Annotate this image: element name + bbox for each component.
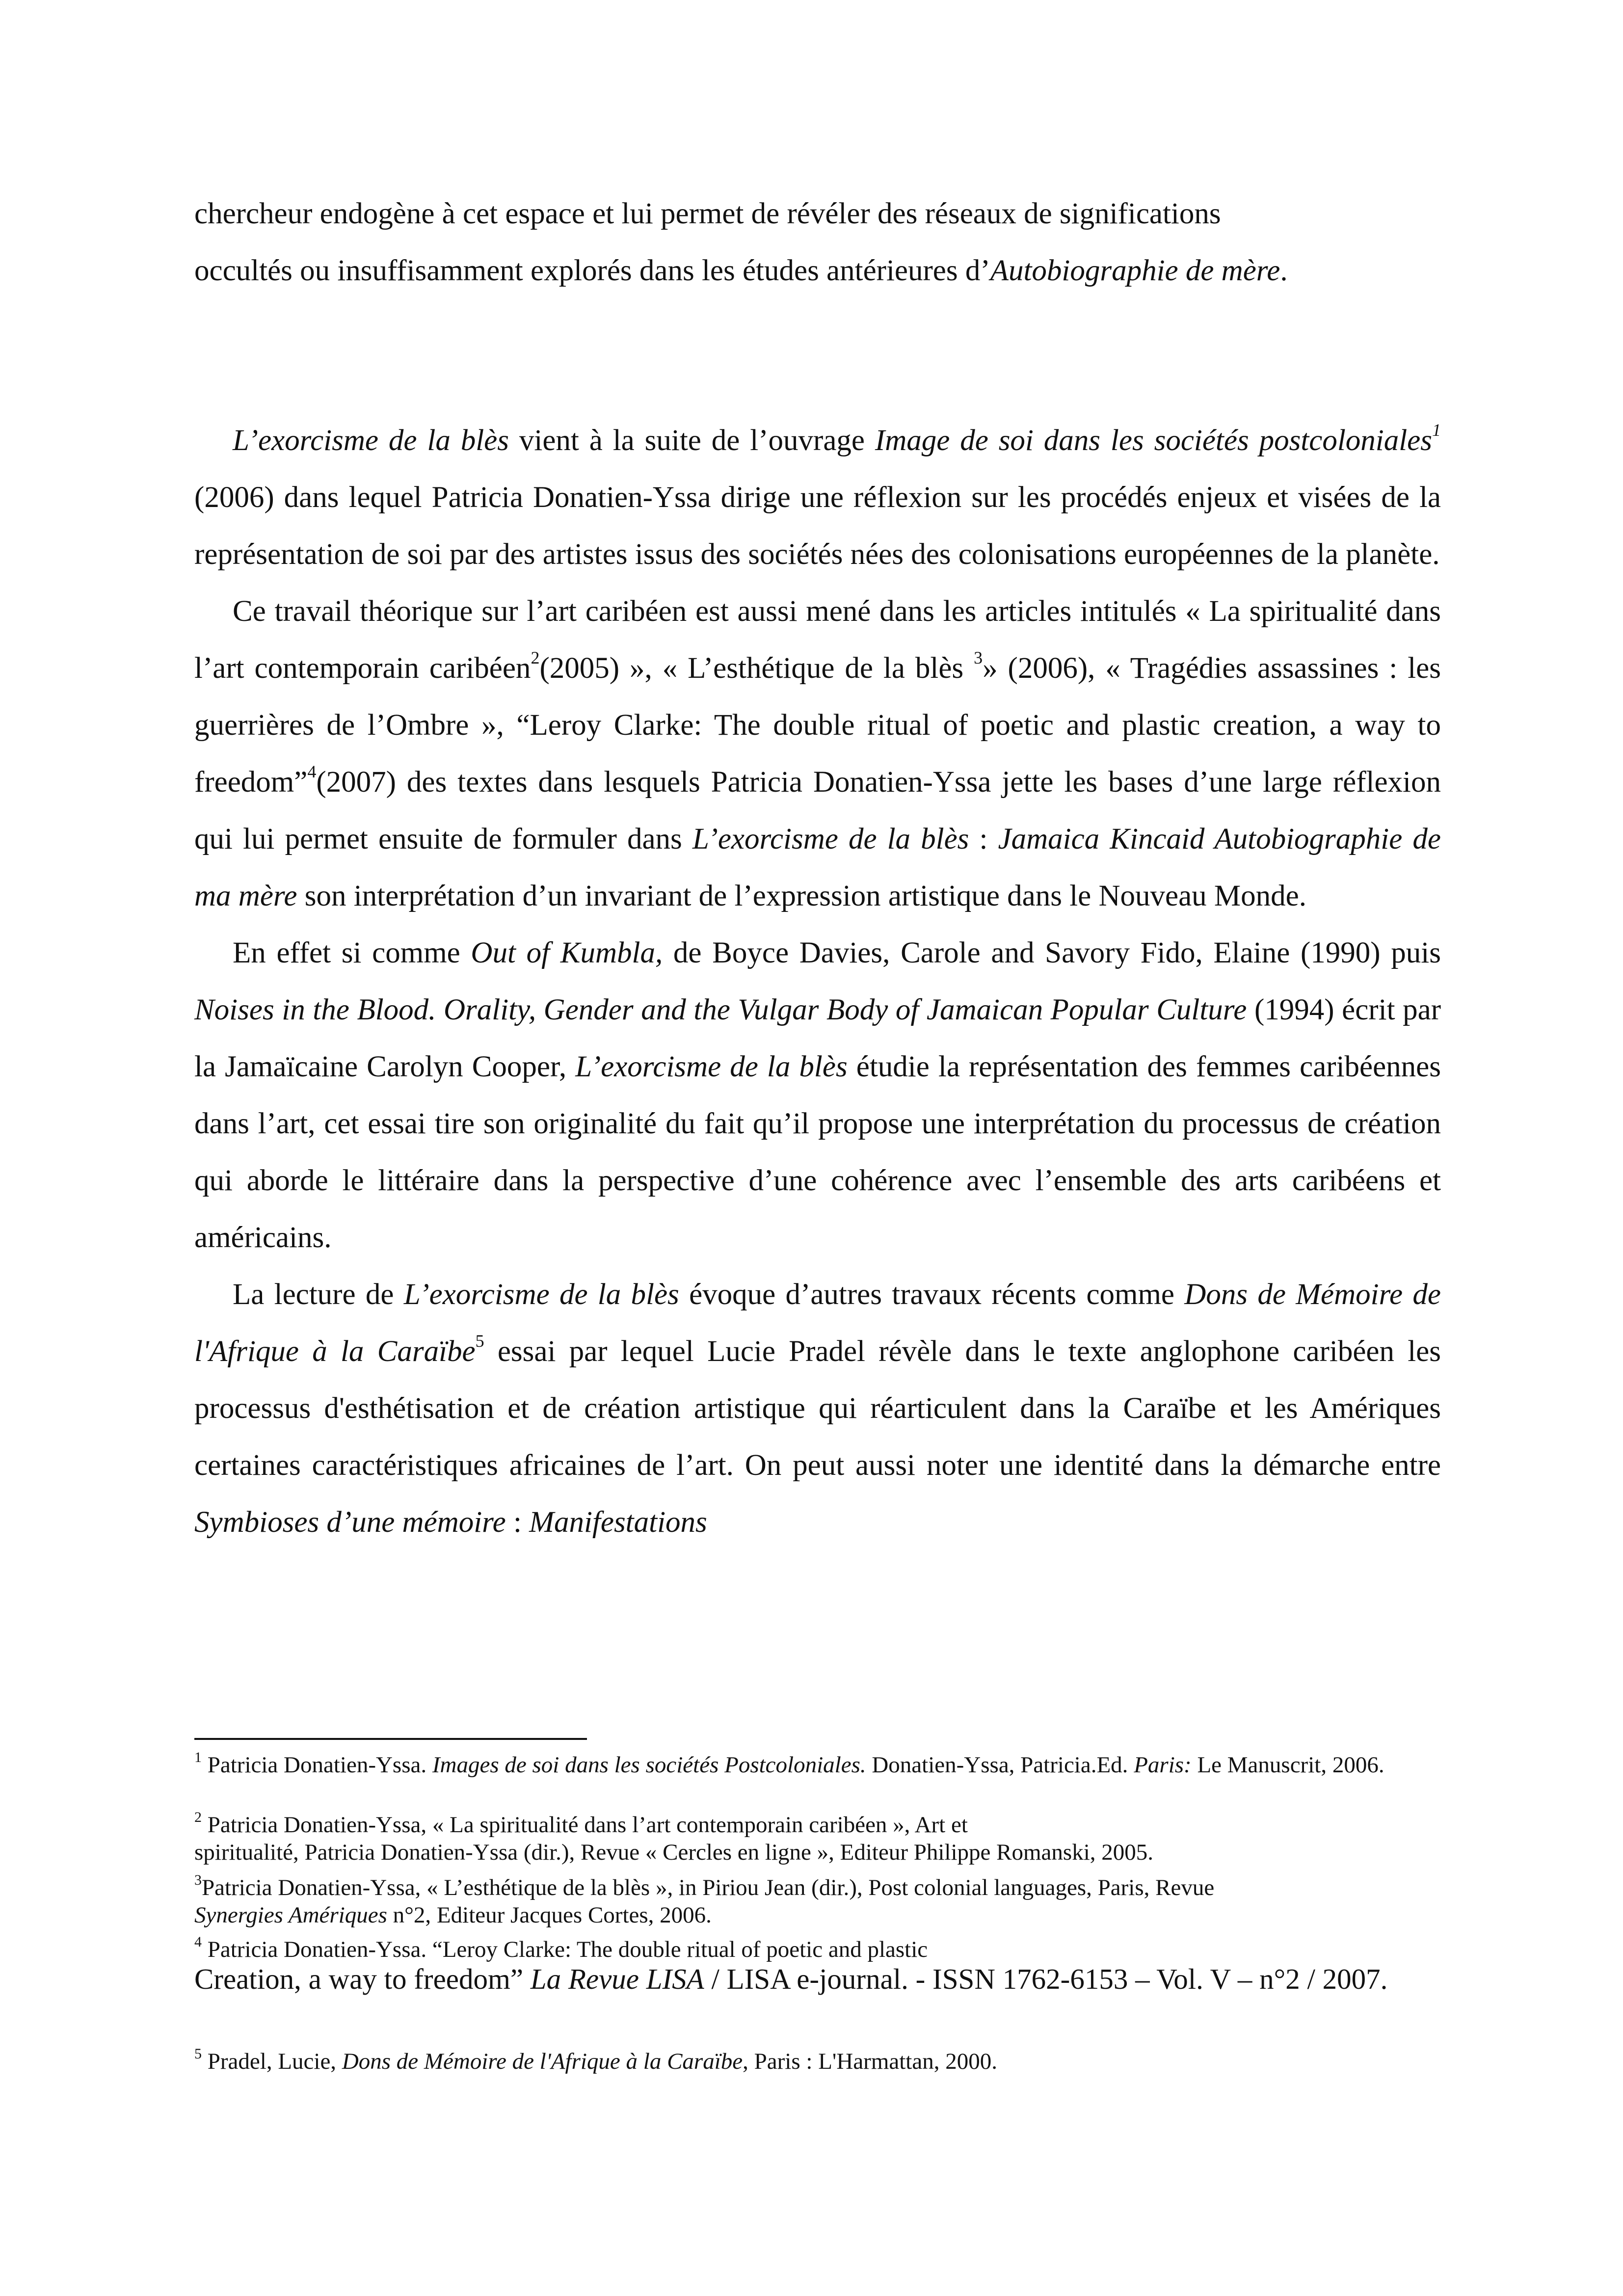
text-run: étudie la représentation des femmes caribéennes dans l’art, cet essai tire son originalité du fait qu’il propose une interprétation du processus de création qui aborde le littéraire dans la perspective d’une cohérence avec l’ensemble des arts caribéens et américains. bbox=[194, 1050, 1441, 1254]
footnote-3 bbox=[194, 1874, 1441, 1929]
footnote-text: Patricia Donatien-Yssa, « La spiritualité dans l’art contemporain caribéen », Art et bbox=[202, 1812, 968, 1838]
footnote-text: Patricia Donatien-Yssa. bbox=[202, 1752, 432, 1778]
footnote-ref[interactable]: 3 bbox=[974, 647, 983, 667]
footnote-number: 1 bbox=[194, 1749, 202, 1766]
text-run: occultés ou insuffisamment explorés dans les études antérieures d’ bbox=[194, 254, 990, 287]
italic-text: Paris: bbox=[1134, 1752, 1192, 1778]
italic-title: L’exorcisme de la blès bbox=[575, 1050, 848, 1083]
italic-title: Synergies Amériques bbox=[194, 1902, 387, 1928]
footnote-ref[interactable]: 5 bbox=[475, 1331, 484, 1351]
italic-title: Image de soi dans les sociétés postcoloniales bbox=[875, 424, 1432, 457]
text-run: : bbox=[969, 823, 998, 855]
text-run: (1994) écrit par la Jamaïcaine Carolyn Cooper, bbox=[194, 993, 1441, 1083]
footnote-text: Donatien-Yssa, Patricia.Ed. bbox=[866, 1752, 1134, 1778]
italic-title: Symbioses d’une mémoire bbox=[194, 1506, 506, 1539]
text-run: Ce travail théorique sur l’art caribéen est aussi mené dans les articles intitulés « La spiritualité dans l’art contemporain caribéen bbox=[194, 595, 1441, 685]
italic-title: Out of Kumbla, bbox=[471, 936, 663, 969]
footnote-text: spiritualité, Patricia Donatien-Yssa (dir.), Revue « Cercles en ligne », Editeur Philippe Romanski, 2005. bbox=[194, 1840, 1154, 1865]
footnote-text: Creation, a way to freedom” bbox=[194, 1963, 531, 1995]
italic-title: Noises in the Blood. Orality, Gender and the Vulgar Body of Jamaican Popular Culture bbox=[194, 993, 1247, 1026]
text-run: de Boyce Davies, Carole and Savory Fido, Elaine (1990) puis bbox=[663, 936, 1441, 969]
paragraph-2 bbox=[194, 583, 1441, 925]
paragraph-4 bbox=[194, 1266, 1441, 1551]
footnote-number: 3 bbox=[194, 1872, 202, 1889]
text-run: (2006) dans lequel Patricia Donatien-Yssa dirige une réflexion sur les procédés enjeux et visées de la représentation de soi par des artistes issus des sociétés nées des colonisations européennes de la planète. bbox=[194, 481, 1441, 571]
italic-title: L’exorcisme de la blès bbox=[403, 1278, 679, 1311]
paragraph-3 bbox=[194, 925, 1441, 1266]
italic-title: L’exorcisme de la blès bbox=[233, 424, 509, 457]
footnote-2 bbox=[194, 1811, 1441, 1866]
text-run: La lecture de bbox=[233, 1278, 404, 1311]
text-run: (2007) des textes dans lesquels Patricia Donatien-Yssa jette les bases d’une large réflexion qui lui permet ensuite de formuler dans bbox=[194, 766, 1441, 855]
footnote-5 bbox=[194, 2048, 1441, 2075]
footnote-number: 5 bbox=[194, 2046, 202, 2062]
text-run: son interprétation d’un invariant de l’expression artistique dans le Nouveau Monde. bbox=[297, 880, 1307, 912]
footnote-text: Le Manuscrit, 2006. bbox=[1191, 1752, 1384, 1778]
italic-title: Dons de Mémoire de l'Afrique à la Caraïbe bbox=[194, 1278, 1441, 1368]
text-run: essai par lequel Lucie Pradel révèle dans le texte anglophone caribéen les processus d'esthétisation et de création artistique qui réarticulent dans la Caraïbe et les Amériques certaines caractéristiques africaines de l’art. On peut aussi noter une identité dans la démarche entre bbox=[194, 1335, 1441, 1482]
footnote-ref[interactable]: 2 bbox=[531, 647, 540, 667]
continuation-paragraph bbox=[194, 186, 1441, 299]
text-run: vient à la suite de l’ouvrage bbox=[508, 424, 875, 457]
text-run: . bbox=[1280, 254, 1288, 287]
text-line: chercheur endogène à cet espace et lui permet de révéler des réseaux de significations bbox=[194, 197, 1221, 230]
footnote-text: / LISA e-journal. - ISSN 1762-6153 – Vol. V – n°2 / 2007. bbox=[704, 1963, 1388, 1995]
footnote-separator bbox=[194, 1738, 587, 1740]
footnote-text: n°2, Editeur Jacques Cortes, 2006. bbox=[387, 1902, 712, 1928]
italic-title: Images de soi dans les sociétés Postcoloniales. bbox=[432, 1752, 866, 1778]
footnote-number: 2 bbox=[194, 1809, 202, 1826]
footnote-text: Pradel, Lucie, bbox=[202, 2049, 342, 2074]
footnote-text: Patricia Donatien-Yssa, « L’esthétique de la blès », in Piriou Jean (dir.), Post colonial languages, Paris, Revue bbox=[202, 1875, 1215, 1900]
text-run: : bbox=[506, 1506, 530, 1539]
italic-title: Jamaica Kincaid Autobiographie de ma mère bbox=[194, 823, 1441, 912]
text-run: En effet si comme bbox=[233, 936, 471, 969]
italic-title: Dons de Mémoire de l'Afrique à la Caraïbe bbox=[342, 2049, 743, 2074]
paragraph-1 bbox=[194, 412, 1441, 583]
text-run: (2005) », « L’esthétique de la blès bbox=[539, 652, 974, 685]
main-text bbox=[194, 412, 1441, 1551]
footnote-4 bbox=[194, 1936, 1441, 1995]
footnote-ref[interactable]: 1 bbox=[1432, 420, 1441, 440]
footnote-1 bbox=[194, 1751, 1441, 1779]
footnote-number: 4 bbox=[194, 1934, 202, 1950]
text-run: » (2006), « Tragédies assassines : les guerrières de l’Ombre », “Leroy Clarke: The double ritual of poetic and plastic creation, a way to freedom” bbox=[194, 652, 1441, 799]
footnote-ref[interactable]: 4 bbox=[307, 761, 317, 781]
paragraph-text bbox=[194, 186, 1441, 299]
text-run: évoque d’autres travaux récents comme bbox=[679, 1278, 1185, 1311]
italic-title: Manifestations bbox=[529, 1506, 707, 1539]
italic-title: La Revue LISA bbox=[530, 1963, 704, 1995]
italic-title: Autobiographie de mère bbox=[990, 254, 1280, 287]
footnote-text: Patricia Donatien-Yssa. “Leroy Clarke: The double ritual of poetic and plastic bbox=[202, 1937, 928, 1962]
footnote-text: , Paris : L'Harmattan, 2000. bbox=[743, 2049, 997, 2074]
italic-title: L’exorcisme de la blès bbox=[692, 823, 969, 855]
